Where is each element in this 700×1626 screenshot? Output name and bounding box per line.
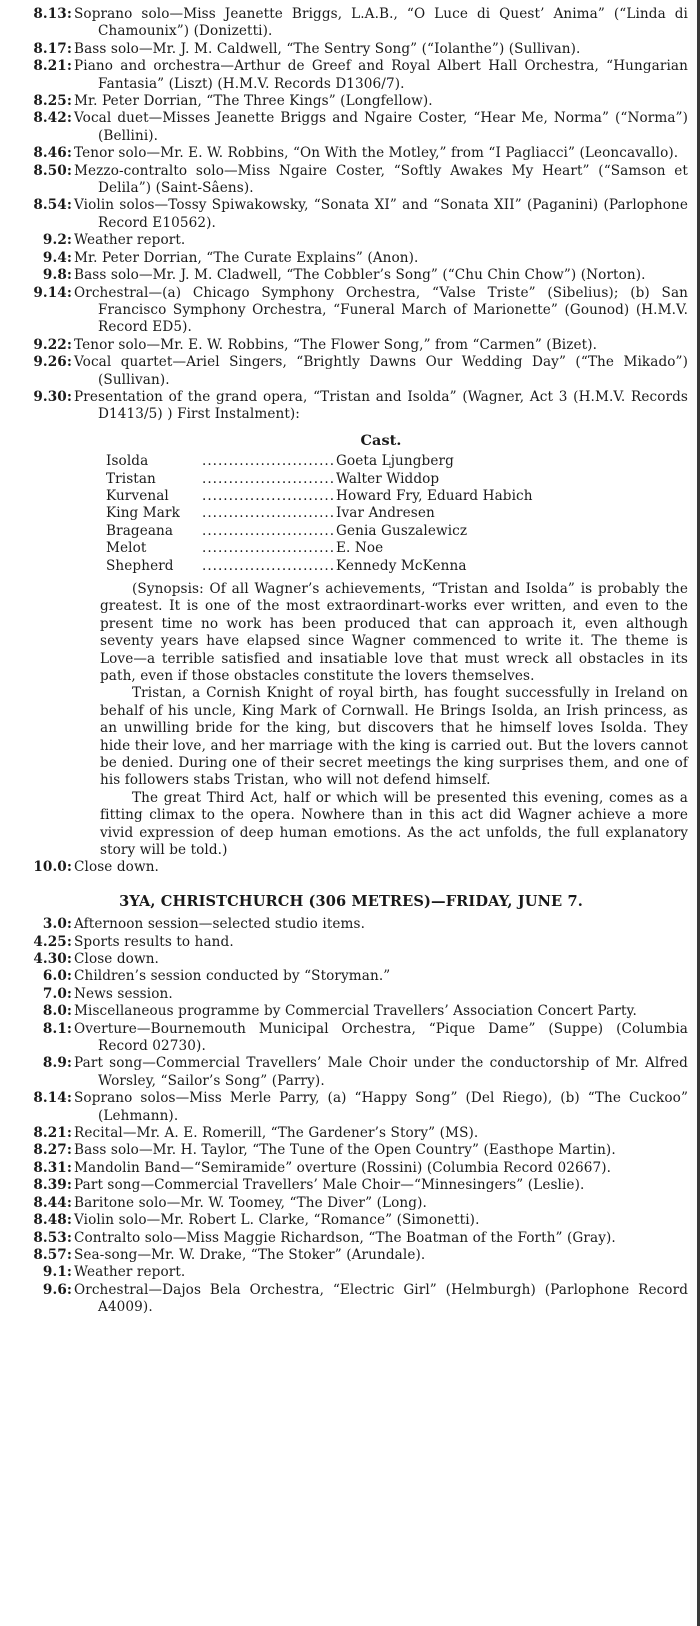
entry-time: 8.27:: [33, 1142, 72, 1159]
programme-entry: [14, 1090, 688, 1125]
leader-dots: [202, 540, 336, 557]
cast-singer: Kennedy McKenna: [336, 557, 467, 574]
entry-time: 8.42:: [33, 110, 72, 127]
entry-time: 9.4:: [42, 249, 72, 266]
entry-time: 8.46:: [33, 145, 72, 162]
programme-entry: [14, 1021, 688, 1056]
programme-entry: [14, 389, 688, 424]
cast-row: [106, 488, 688, 505]
programme-entry: [14, 232, 688, 249]
entry-time: 8.17:: [33, 40, 72, 57]
entry-text: Close down.: [74, 859, 159, 876]
entry-time: 8.44:: [33, 1194, 72, 1211]
programme-entry: [14, 163, 688, 198]
synopsis-paragraph: Tristan, a Cornish Knight of royal birth, has fought successfully in Ireland on behalf of his uncle, King Mark of Cornwall. He Brings Isolda, an Irish princess, as an unwilling bride for the king, but discovers that he himself loves Isolda. They hide their love, and her marriage with the king is carried out. But the lovers cannot be denied. During one of their secret meetings the king surprises them, and one of his followers stabs Tristan, who will not defend himself.: [100, 685, 688, 789]
entry-text: Children’s session conducted by “Storyman.”: [74, 968, 391, 985]
entry-text: Contralto solo—Miss Maggie Richardson, “The Boatman of the Forth” (Gray).: [74, 1229, 616, 1246]
entry-text: Mr. Peter Dorrian, “The Curate Explains” (Anon).: [74, 249, 419, 266]
cast-role: Shepherd: [106, 557, 174, 574]
cast-row: [106, 540, 688, 557]
cast-singer: Goeta Ljungberg: [336, 453, 454, 470]
programme-entry: [14, 285, 688, 337]
programme-entry: [14, 934, 688, 951]
programme-entry: [14, 1247, 688, 1264]
cast-row: [106, 453, 688, 470]
programme-entry: [14, 267, 688, 284]
entry-text: Bass solo—Mr. H. Taylor, “The Tune of the Open Country” (Easthope Martin).: [74, 1142, 616, 1159]
entry-text: Bass solo—Mr. J. M. Cladwell, “The Cobbler’s Song” (“Chu Chin Chow”) (Norton).: [74, 267, 646, 284]
programme-entry: [14, 1195, 688, 1212]
programme-entry: [14, 93, 688, 110]
section-3ya-christchurch: [14, 893, 688, 1317]
cast-list: [106, 453, 688, 575]
cast-role: Isolda: [106, 453, 149, 470]
entry-text: News session.: [74, 985, 173, 1002]
entry-text: Vocal duet—Misses Jeanette Briggs and Ngaire Coster, “Hear Me, Norma” (“Norma”) (Bellini).: [74, 110, 688, 144]
entry-text: Weather report.: [74, 1264, 186, 1281]
synopsis-paragraph: (Synopsis: Of all Wagner’s achievements, “Tristan and Isolda” is probably the greatest. It is one of the most extraordinart-works ever written, and even to the present time no work has been produced that can approach it, even although seventy years have elapsed since Wagner commenced to write it. The theme is Love—a terrible satisfied and insatiable love that must wreck all obstacles in its path, even if those obstacles constitute the lovers themselves.: [100, 580, 688, 684]
opera-synopsis: [100, 581, 688, 860]
leader-dots: [202, 558, 336, 575]
entry-time: 9.22:: [33, 336, 72, 353]
leader-dots: [202, 453, 336, 470]
entry-text: Vocal quartet—Ariel Singers, “Brightly Dawns Our Wedding Day” (“The Mikado”) (Sullivan).: [74, 354, 688, 388]
programme-entry: [14, 1160, 688, 1177]
leader-dots: [202, 471, 336, 488]
entry-time: 8.53:: [33, 1229, 72, 1246]
programme-entry: [14, 1142, 688, 1159]
cast-role: Tristan: [106, 470, 156, 487]
programme-column: [14, 6, 688, 1317]
entry-text: Sea-song—Mr. W. Drake, “The Stoker” (Arundale).: [74, 1246, 426, 1263]
entry-text: Close down.: [74, 951, 159, 968]
cast-role: Melot: [106, 540, 147, 557]
cast-role: King Mark: [106, 505, 180, 522]
programme-entry: [14, 145, 688, 162]
cast-row: [106, 558, 688, 575]
entry-time: 8.31:: [33, 1159, 72, 1176]
entry-time: 4.30:: [33, 951, 72, 968]
section-continued-programme: [14, 6, 688, 877]
programme-entry: [14, 1282, 688, 1317]
programme-entry: [14, 354, 688, 389]
cast-row: [106, 505, 688, 522]
programme-entry: [14, 916, 688, 933]
entry-text: Orchestral—(a) Chicago Symphony Orchestra, “Valse Triste” (Sibelius); (b) San Francisco Symphony Orchestra, “Funeral March of Marionette” (Gounod) (H.M.V. Record ED5).: [74, 284, 688, 336]
entry-text: Recital—Mr. A. E. Romerill, “The Gardener’s Story” (MS).: [74, 1125, 479, 1142]
entry-time: 9.26:: [33, 354, 72, 371]
entry-time: 9.8:: [42, 267, 72, 284]
leader-dots: [202, 488, 336, 505]
entry-time: 8.57:: [33, 1246, 72, 1263]
entry-time: 8.21:: [33, 1125, 72, 1142]
entry-text: Presentation of the grand opera, “Tristan and Isolda” (Wagner, Act 3 (H.M.V. Records D1413/5) ) First Instalment):: [74, 388, 688, 423]
entry-text: Soprano solos—Miss Merle Parry, (a) “Happy Song” (Del Riego), (b) “The Cuckoo” (Lehmann).: [74, 1090, 688, 1124]
entry-text: Bass solo—Mr. J. M. Caldwell, “The Sentry Song” (“Iolanthe”) (Sullivan).: [74, 40, 581, 57]
entry-time: 7.0:: [42, 985, 72, 1002]
cast-row: [106, 523, 688, 540]
entry-text: Part song—Commercial Travellers’ Male Choir—“Minnesingers” (Leslie).: [74, 1177, 585, 1194]
cast-title: Cast.: [360, 431, 402, 449]
entry-text: Miscellaneous programme by Commercial Travellers’ Association Concert Party.: [74, 1003, 637, 1020]
programme-entry: [14, 58, 688, 93]
cast-row: [106, 471, 688, 488]
programme-entry: [14, 250, 688, 267]
entry-time: 8.54:: [33, 197, 72, 214]
entry-text: Soprano solo—Miss Jeanette Briggs, L.A.B., “O Luce di Quest’ Anima” (“Linda di Chamounix”) (Donizetti).: [74, 6, 688, 40]
cast-singer: Genia Guszalewicz: [336, 522, 468, 539]
cast-singer: Walter Widdop: [336, 470, 440, 487]
entry-time: 6.0:: [42, 968, 72, 985]
programme-entry: [14, 1055, 688, 1090]
entries-list-2: [14, 916, 688, 1316]
entry-time: 8.0:: [42, 1003, 72, 1020]
entry-text: Part song—Commercial Travellers’ Male Choir under the conductorship of Mr. Alfred Worsley, “Sailor’s Song” (Parry).: [74, 1055, 688, 1089]
entry-time: 3.0:: [42, 916, 72, 933]
programme-entry: [14, 1264, 688, 1281]
entry-text: Weather report.: [74, 232, 186, 249]
entry-text: Violin solos—Tossy Spiwakowsky, “Sonata XI” and “Sonata XII” (Paganini) (Parlophone Record E10562).: [74, 197, 688, 231]
entry-time: 8.50:: [33, 162, 72, 179]
entry-text: Piano and orchestra—Arthur de Greef and Royal Albert Hall Orchestra, “Hungarian Fantasia” (Liszt) (H.M.V. Records D1306/7).: [74, 58, 688, 92]
entry-time: 9.2:: [42, 232, 72, 249]
programme-entry: [14, 41, 688, 58]
programme-entry: [14, 951, 688, 968]
entry-time: 8.48:: [33, 1212, 72, 1229]
synopsis-paragraph: The great Third Act, half or which will be presented this evening, comes as a fitting climax to the opera. Nowhere than in this act did Wagner achieve a more vivid expression of deep human emotions. As the act unfolds, the full explanatory story will be told.): [100, 789, 688, 858]
cast-singer: Howard Fry, Eduard Habich: [336, 487, 533, 504]
cast-role: Kurvenal: [106, 487, 169, 504]
cast-singer: Ivar Andresen: [336, 505, 435, 522]
entry-text: Overture—Bournemouth Municipal Orchestra, “Pique Dame” (Suppe) (Columbia Record 02730).: [74, 1020, 688, 1055]
entry-time: 8.1:: [42, 1020, 72, 1037]
entry-text: Mr. Peter Dorrian, “The Three Kings” (Longfellow).: [74, 93, 433, 110]
entry-text: Orchestral—Dajos Bela Orchestra, “Electric Girl” (Helmburgh) (Parlophone Record A4009).: [74, 1281, 688, 1316]
programme-entry: [14, 197, 688, 232]
entry-time: 8.13:: [33, 6, 72, 22]
cast-singer: E. Noe: [336, 540, 384, 557]
close-down-entry: [14, 859, 688, 876]
entry-text: Sports results to hand.: [74, 933, 234, 950]
entry-time: 4.25:: [33, 933, 72, 950]
leader-dots: [202, 523, 336, 540]
entry-text: Tenor solo—Mr. E. W. Robbins, “The Flower Song,” from “Carmen” (Bizet).: [74, 336, 598, 353]
programme-entry: [14, 1003, 688, 1020]
station-heading: 3YA, CHRISTCHURCH (306 METRES)—FRIDAY, JUNE 7.: [119, 892, 583, 910]
entry-time: 8.21:: [33, 58, 72, 75]
entry-time: 9.1:: [42, 1264, 72, 1281]
entry-time: 9.6:: [42, 1281, 72, 1298]
programme-entry: [14, 1212, 688, 1229]
entry-text: Mandolin Band—“Semiramide” overture (Rossini) (Columbia Record 02667).: [74, 1159, 612, 1176]
leader-dots: [202, 505, 336, 522]
entry-time: 8.39:: [33, 1177, 72, 1194]
entry-time: 9.30:: [33, 388, 72, 405]
entry-time: 8.9:: [42, 1055, 72, 1072]
programme-entry: [14, 1177, 688, 1194]
section-spacer: [14, 877, 688, 887]
entry-time: 10.0:: [33, 859, 72, 876]
programme-entry: [14, 1125, 688, 1142]
programme-entry: [14, 968, 688, 985]
entries-list-1: [14, 6, 688, 424]
entry-time: 8.14:: [33, 1090, 72, 1107]
cast-role: Brageana: [106, 522, 174, 539]
entry-time: 8.25:: [33, 93, 72, 110]
programme-entry: [14, 6, 688, 41]
entry-text: Mezzo-contralto solo—Miss Ngaire Coster, “Softly Awakes My Heart” (“Samson et Delila”) (Saint-Sâens).: [74, 162, 688, 197]
programme-entry: [14, 110, 688, 145]
entry-text: Tenor solo—Mr. E. W. Robbins, “On With the Motley,” from “I Pagliacci” (Leoncavallo).: [74, 145, 679, 162]
entry-text: Violin solo—Mr. Robert L. Clarke, “Romance” (Simonetti).: [74, 1212, 480, 1229]
entry-text: Afternoon session—selected studio items.: [74, 916, 366, 933]
entry-time: 9.14:: [33, 284, 72, 301]
entry-text: Baritone solo—Mr. W. Toomey, “The Diver” (Long).: [74, 1194, 427, 1211]
programme-entry: [14, 337, 688, 354]
programme-entry: [14, 1230, 688, 1247]
programme-entry: [14, 986, 688, 1003]
